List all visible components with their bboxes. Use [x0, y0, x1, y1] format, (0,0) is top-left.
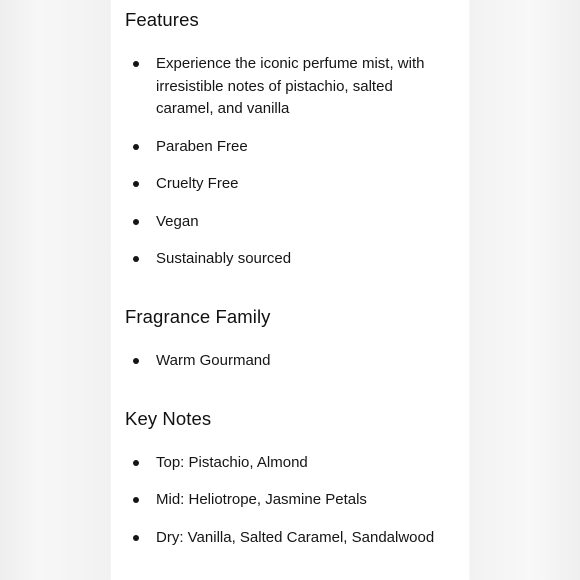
- list-item-text: Warm Gourmand: [156, 352, 271, 369]
- bullet-icon: [133, 181, 139, 187]
- bullet-icon: [133, 460, 139, 466]
- fragrance-family-heading: Fragrance Family: [125, 306, 271, 327]
- list-item: [133, 211, 453, 234]
- list-item: [133, 350, 453, 373]
- list-item-text: Vegan: [156, 213, 199, 230]
- list-item: [133, 173, 453, 196]
- bullet-icon: [133, 61, 139, 67]
- list-item-text: Dry: Vanilla, Salted Caramel, Sandalwood: [156, 529, 435, 546]
- bullet-icon: [133, 358, 139, 364]
- bullet-icon: [133, 219, 139, 225]
- list-item: [133, 53, 453, 121]
- list-item-text: Top: Pistachio, Almond: [156, 454, 308, 471]
- product-details-panel: [111, 0, 469, 580]
- key-notes-heading: Key Notes: [125, 408, 212, 429]
- bullet-icon: [133, 535, 139, 541]
- list-item: [133, 489, 453, 512]
- list-item-text: Paraben Free: [156, 138, 248, 155]
- list-item: [133, 136, 453, 159]
- bullet-icon: [133, 144, 139, 150]
- bullet-icon: [133, 497, 139, 503]
- list-item: [133, 452, 453, 475]
- list-item: [133, 248, 453, 271]
- features-heading: Features: [125, 9, 199, 30]
- list-item-text: Sustainably sourced: [156, 250, 292, 267]
- list-item-text: Cruelty Free: [156, 175, 239, 192]
- list-item-text: Experience the iconic perfume mist, with irresistible notes of pistachio, salted caramel, and vanilla: [156, 55, 425, 117]
- list-item: [133, 527, 453, 550]
- bullet-icon: [133, 256, 139, 262]
- list-item-text: Mid: Heliotrope, Jasmine Petals: [156, 491, 367, 508]
